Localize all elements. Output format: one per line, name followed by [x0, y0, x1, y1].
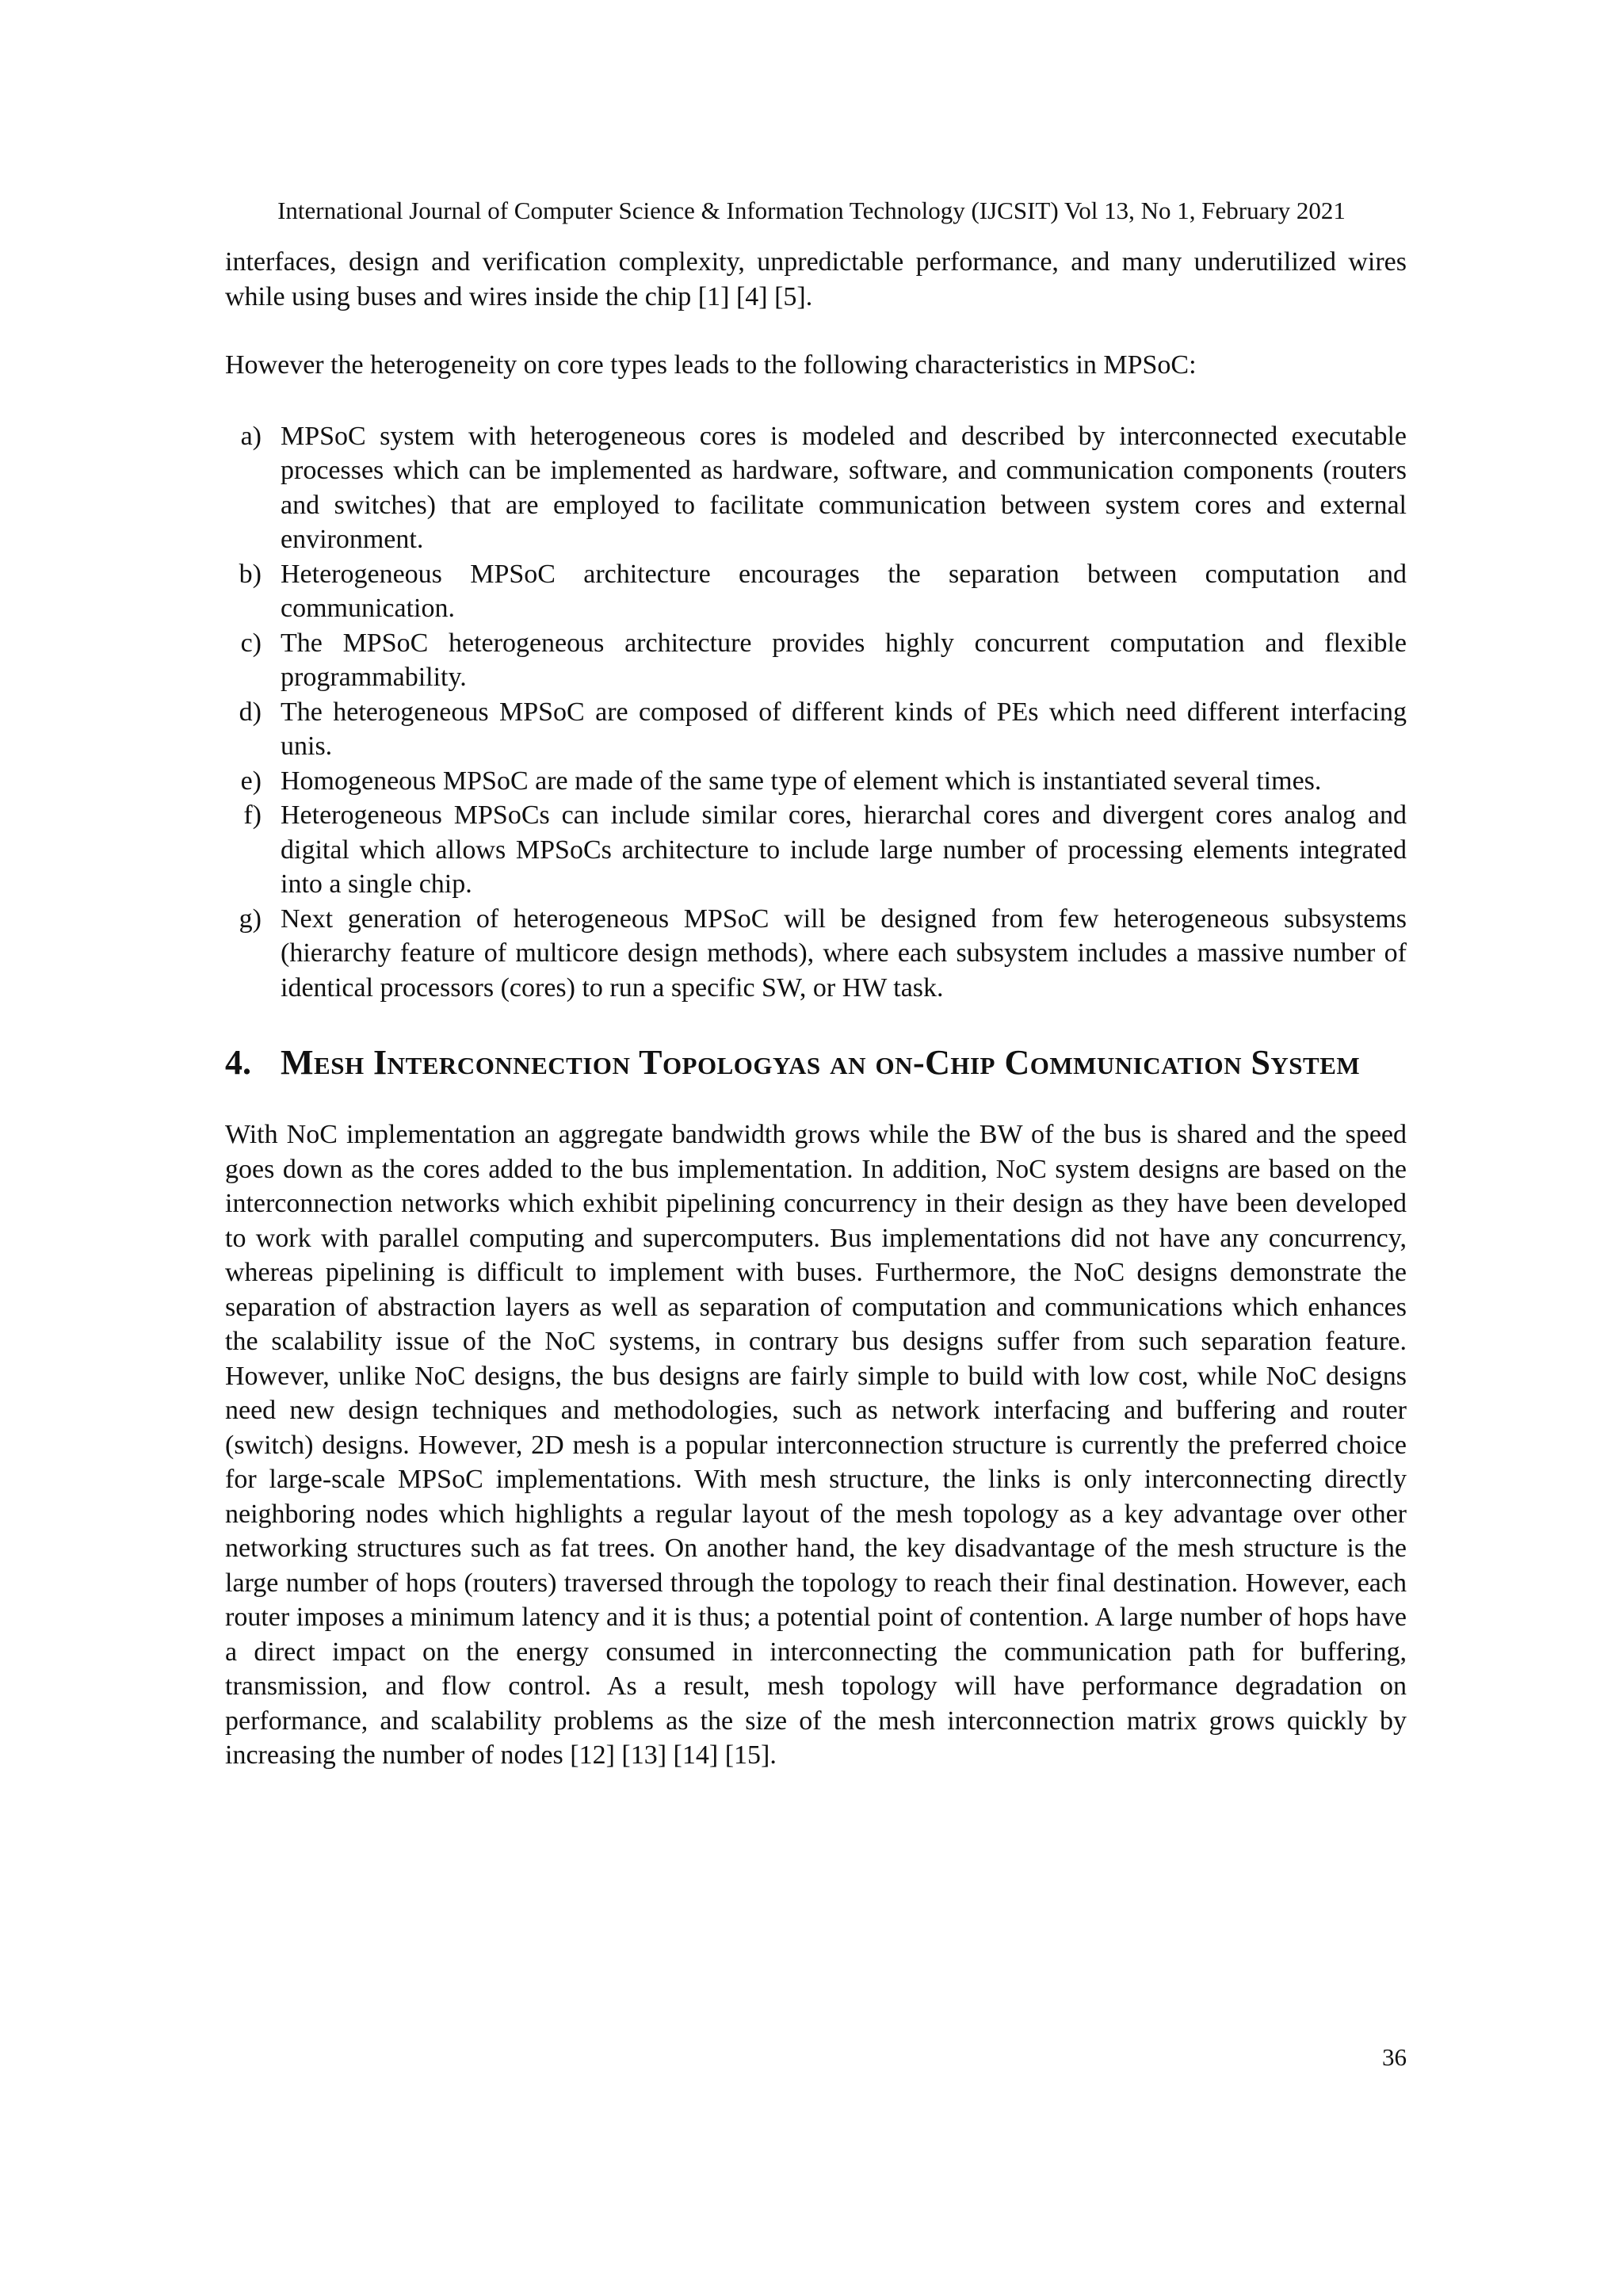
section-number: 4.	[225, 1043, 251, 1082]
list-item-text: Next generation of heterogeneous MPSoC will be designed from few heterogeneous subsystems (hierarchy feature of multicore design methods), where each subsystem includes a massive number of identical processors (cores) to run a specific SW, or HW task.	[281, 904, 1407, 1003]
list-item-text: MPSoC system with heterogeneous cores is modeled and described by interconnected executable processes which can be implemented as hardware, software, and communication components (routers and switches) that are employed to facilitate communication between system cores and external environment.	[281, 421, 1407, 554]
list-item-text: Heterogeneous MPSoC architecture encourages the separation between computation and communication.	[281, 559, 1407, 623]
list-marker: a)	[240, 421, 262, 451]
list-item	[225, 902, 1407, 1006]
list-item-text: Heterogeneous MPSoCs can include similar cores, hierarchal cores and divergent cores analog and digital which allows MPSoCs architecture to include large number of processing elements integrated into a single chip.	[281, 800, 1407, 899]
list-item-text: The MPSoC heterogeneous architecture provides highly concurrent computation and flexible programmability.	[281, 628, 1407, 692]
section-paragraph: With NoC implementation an aggregate bandwidth grows while the BW of the bus is shared and the speed goes down as the cores added to the bus implementation. In addition, NoC system designs are based on the interconnection networks which exhibit pipelining concurrency in their design as they have been developed to work with parallel computing and supercomputers. Bus implementations did not have any concurrency, whereas pipelining is difficult to implement with buses. Furthermore, the NoC designs demonstrate the separation of abstraction layers as well as separation of computation and communications which enhances the scalability issue of the NoC systems, in contrary bus designs suffer from such separation feature. However, unlike NoC designs, the bus designs are fairly simple to build with low cost, while NoC designs need new design techniques and methodologies, such as network interfacing and buffering and router (switch) designs. However, 2D mesh is a popular interconnection structure is currently the preferred choice for large-scale MPSoC implementations. With mesh structure, the links is only interconnecting directly neighboring nodes which highlights a regular layout of the mesh topology as a key advantage over other networking structures such as fat trees. On another hand, the key disadvantage of the mesh structure is the large number of hops (routers) traversed through the topology to reach their final destination. However, each router imposes a minimum latency and it is thus; a potential point of contention. A large number of hops have a direct impact on the energy consumed in interconnecting the communication path for buffering, transmission, and flow control. As a result, mesh topology will have performance degradation on performance, and scalability problems as the size of the mesh interconnection matrix grows quickly by increasing the number of nodes [12] [13] [14] [15].	[225, 1120, 1407, 1770]
intro-paragraph: However the heterogeneity on core types leads to the following characteristics in MPSoC:	[225, 350, 1197, 380]
list-item	[225, 626, 1407, 695]
list-item	[225, 764, 1407, 799]
list-marker: d)	[239, 697, 262, 727]
list-item	[225, 798, 1407, 902]
list-item-text: The heterogeneous MPSoC are composed of different kinds of PEs which need different interfacing unis.	[281, 697, 1407, 761]
list-item	[225, 695, 1407, 764]
page-content	[225, 245, 1407, 1773]
list-marker: g)	[239, 904, 262, 934]
list-marker: c)	[240, 628, 262, 658]
list-item	[225, 419, 1407, 557]
list-item	[225, 557, 1407, 626]
list-item-text: Homogeneous MPSoC are made of the same type of element which is instantiated several times.	[281, 766, 1322, 796]
running-header: International Journal of Computer Science & Information Technology (IJCSIT) Vol 13, No 1, February 2021	[277, 197, 1346, 224]
list-marker: e)	[240, 766, 262, 796]
section-heading	[225, 1041, 1407, 1084]
list-marker: f)	[243, 800, 262, 830]
characteristics-list	[225, 419, 1407, 1006]
continuation-paragraph: interfaces, design and verification complexity, unpredictable performance, and many underutilized wires while using buses and wires inside the chip [1] [4] [5].	[225, 247, 1407, 311]
page-number: 36	[1382, 2043, 1407, 2071]
section-title: Mesh Interconnection Topologyas an on-Chip Communication System	[281, 1043, 1361, 1082]
list-marker: b)	[239, 559, 262, 589]
